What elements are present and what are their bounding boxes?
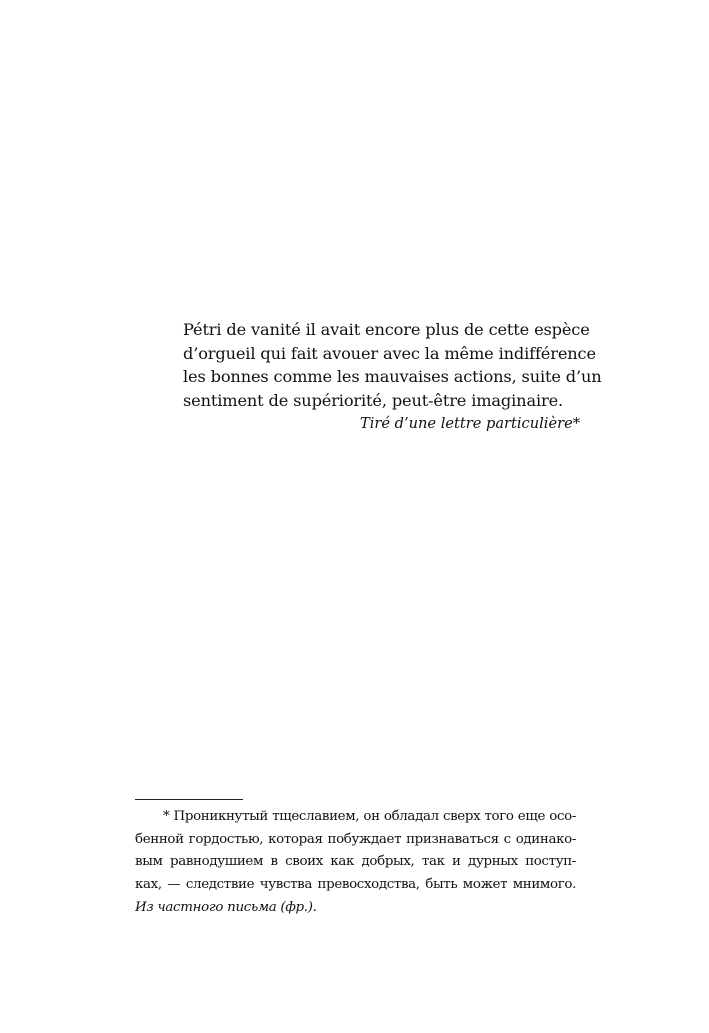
epigraph-line: les bonnes comme les mauvaises actions, suite d’un xyxy=(183,367,602,387)
epigraph-line: d’orgueil qui fait avouer avec la même indifférence xyxy=(183,343,596,363)
footnote-line: ках, — следствие чувства превосходства, быть может мнимого. xyxy=(135,877,576,893)
footnote-line: бенной гордостью, которая побуждает признаваться с одинако- xyxy=(135,831,576,847)
epigraph xyxy=(183,318,602,435)
footnote-source: Из частного письма (фр.). xyxy=(135,899,317,915)
epigraph-line: sentiment de supériorité, peut-être imaginaire. xyxy=(183,390,563,410)
footnote xyxy=(135,806,576,920)
footnote-rule xyxy=(135,799,243,800)
footnote-line: вым равнодушием в своих как добрых, так и дурных поступ- xyxy=(135,854,576,870)
epigraph-source: Tiré d’une lettre particulière* xyxy=(360,415,580,433)
footnote-line: * Проникнутый тщеславием, он обладал сверх того еще осо- xyxy=(163,809,576,824)
epigraph-line: Pétri de vanité il avait encore plus de cette espèce xyxy=(183,320,590,339)
